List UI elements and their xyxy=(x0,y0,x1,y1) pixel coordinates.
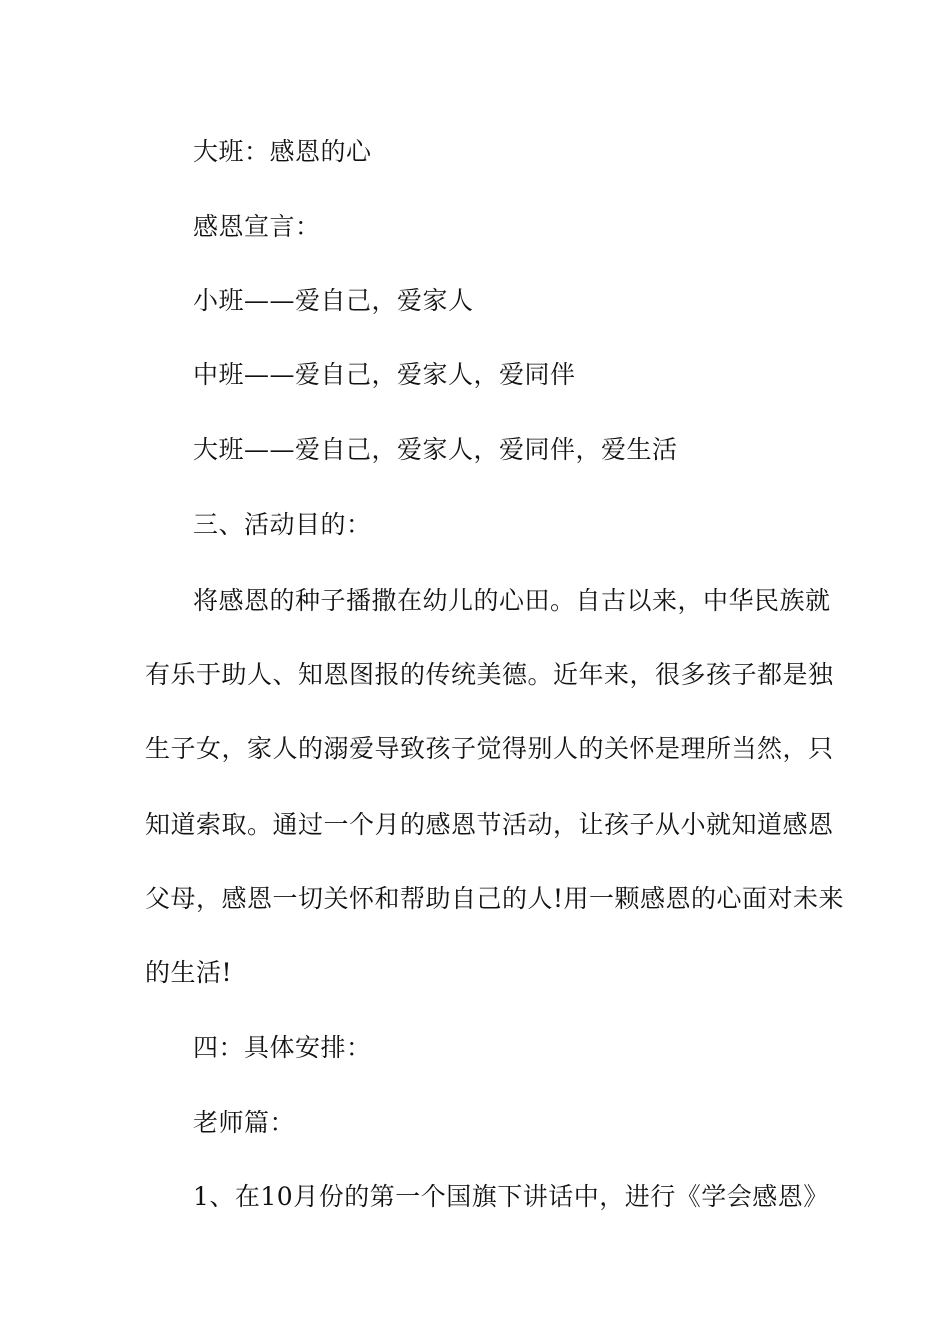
heading-gratitude-declaration: 感恩宣言： xyxy=(193,212,321,241)
section-heading-arrangement: 四：具体安排： xyxy=(193,1033,372,1062)
paragraph-line: 将感恩的种子播撒在幼儿的心田。自古以来，中华民族就 xyxy=(193,586,831,615)
paragraph-line: 有乐于助人、知恩图报的传统美德。近年来，很多孩子都是独 xyxy=(145,660,834,689)
paragraph-line: 父母，感恩一切关怀和帮助自己的人!用一颗感恩的心面对未来 xyxy=(145,884,845,913)
heading-large-class-theme: 大班：感恩的心 xyxy=(193,137,372,166)
declaration-small-class: 小班——爱自己，爱家人 xyxy=(193,286,474,315)
paragraph-line: 知道索取。通过一个月的感恩节活动，让孩子从小就知道感恩 xyxy=(145,810,834,839)
paragraph-line: 的生活! xyxy=(145,958,233,987)
declaration-large-class: 大班——爱自己，爱家人，爱同伴，爱生活 xyxy=(193,435,678,464)
list-item-1: 1、在10月份的第一个国旗下讲话中，进行《学会感恩》 xyxy=(193,1182,829,1211)
paragraph-line: 生子女，家人的溺爱导致孩子觉得别人的关怀是理所当然，只 xyxy=(145,734,834,763)
section-heading-purpose: 三、活动目的： xyxy=(193,510,372,539)
declaration-middle-class: 中班——爱自己，爱家人，爱同伴 xyxy=(193,360,576,389)
subheading-teachers: 老师篇： xyxy=(193,1108,296,1137)
